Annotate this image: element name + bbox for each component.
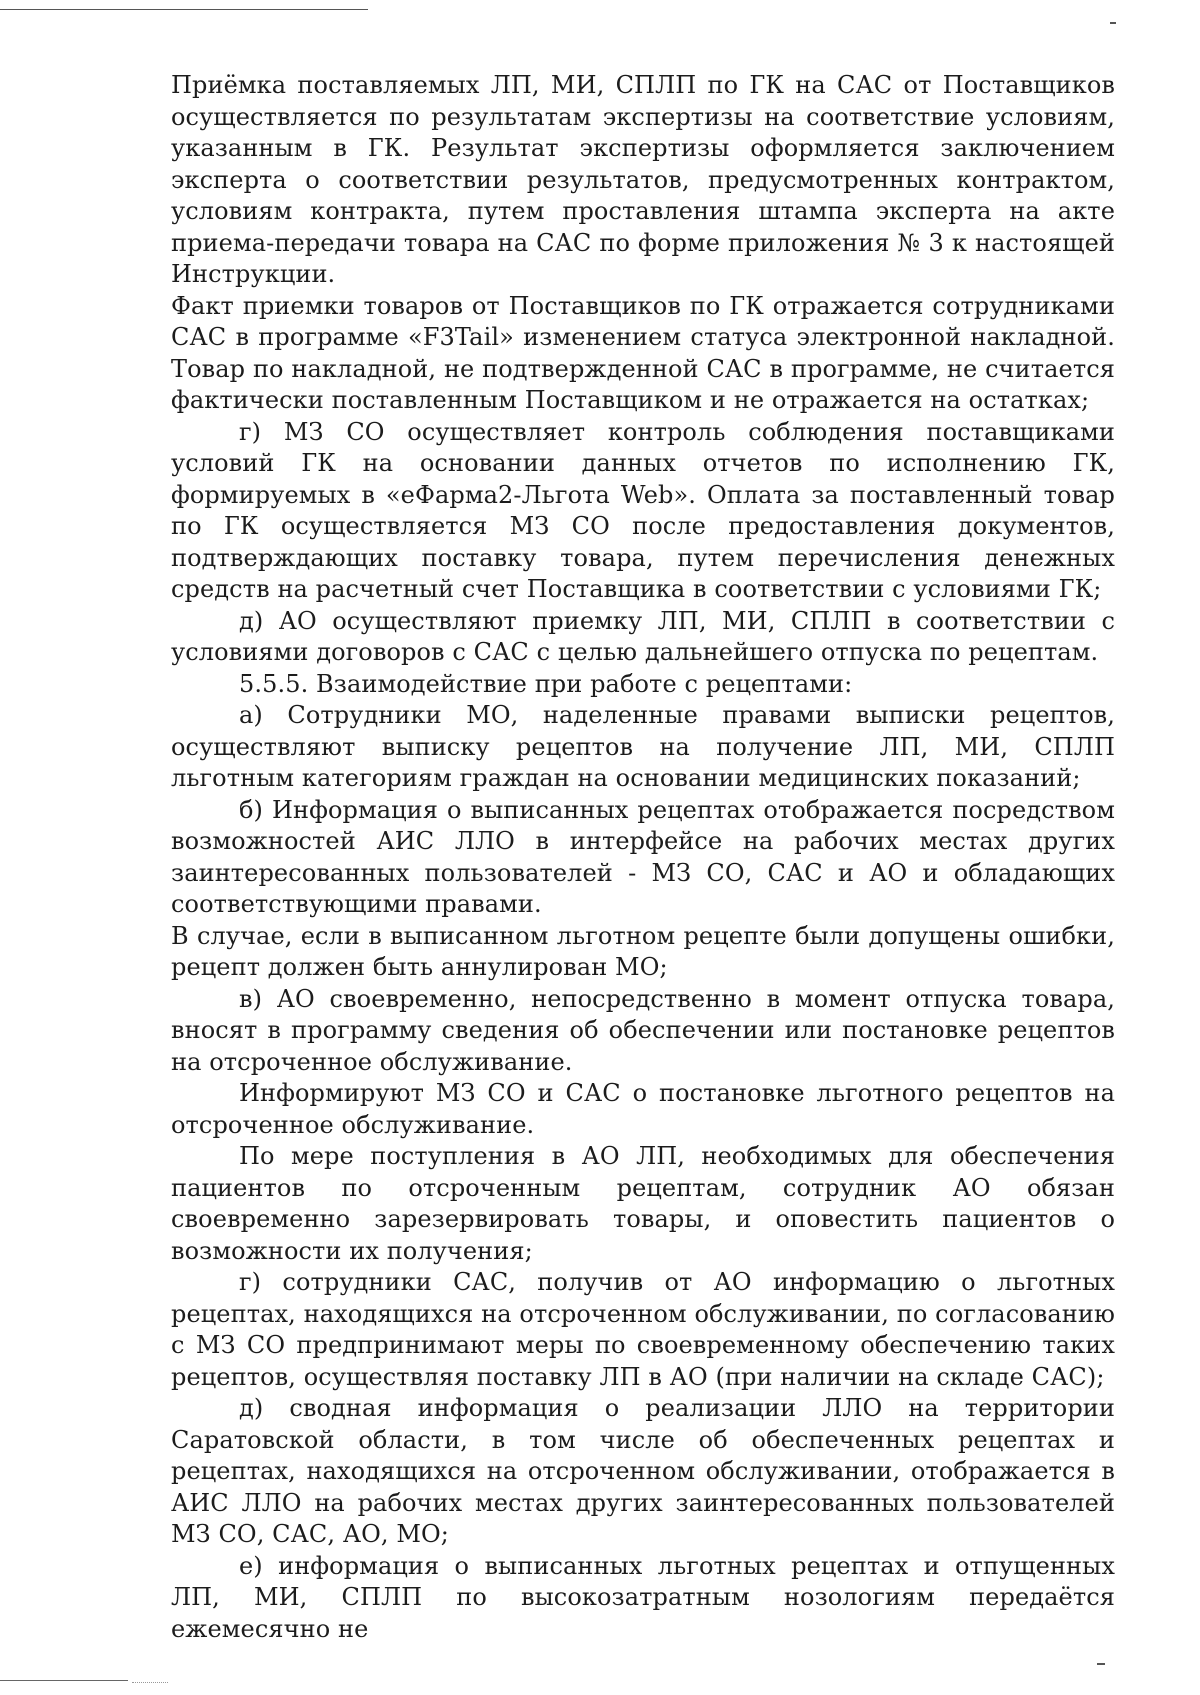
scan-bottom-rule — [0, 1680, 128, 1681]
paragraph-item-d-acceptance: д) АО осуществляют приемку ЛП, МИ, СПЛП в соответствии с условиями договоров с САС с целью дальнейшего отпуска по рецептам. — [171, 606, 1115, 666]
paragraph-item-b-display: б) Информация о выписанных рецептах отображается посредством возможностей АИС ЛЛО в интерфейсе на рабочих местах других заинтересованных пользователей - МЗ СО, САС и АО и обладающих соответствующими правами. — [171, 795, 1115, 918]
paragraph-acceptance-expertise: Приёмка поставляемых ЛП, МИ, СПЛП по ГК на САС от Поставщиков осуществляется по результатам экспертизы на соответствие условиям, указанным в ГК. Результат экспертизы оформляется заключением эксперта о соответствии результатов, предусмотренных контрактом, условиям контракта, путем проставления штампа эксперта на акте приема-передачи товара на САС по форме приложения № 3 к настоящей Инструкции. — [171, 71, 1115, 288]
paragraph-item-d-summary: д) сводная информация о реализации ЛЛО на территории Саратовской области, в том числе об обеспеченных рецептах и рецептах, находящихся на отсроченном обслуживании, отображается в АИС ЛЛО на рабочих местах других заинтересованных пользователей МЗ СО, САС, АО, МО; — [171, 1394, 1115, 1548]
paragraph-reserve-goods: По мере поступления в АО ЛП, необходимых для обеспечения пациентов по отсроченным рецептам, сотрудник АО обязан своевременно зарезервировать товары, и оповестить пациентов о возможности их получения; — [171, 1142, 1115, 1265]
paragraph-item-a-prescribing: а) Сотрудники МО, наделенные правами выписки рецептов, осуществляют выписку рецептов на получение ЛП, МИ, СПЛП льготным категориям граждан на основании медицинских показаний; — [171, 701, 1115, 792]
paragraph-item-g-control: г) МЗ СО осуществляет контроль соблюдения поставщиками условий ГК на основании данных отчетов по исполнению ГК, формируемых в «еФарма2-Льгота Web». Оплата за поставленный товар по ГК осуществляется МЗ СО после предоставления документов, подтверждающих поставку товара, путем перечисления денежных средств на расчетный счет Поставщика в соответствии с условиями ГК; — [171, 417, 1115, 603]
paragraph-item-v-dispensing: в) АО своевременно, непосредственно в момент отпуска товара, вносят в программу сведения об обеспечении или постановке рецептов на отсроченное обслуживание. — [171, 984, 1115, 1076]
paragraph-item-e-high-cost: е) информация о выписанных льготных рецептах и отпущенных ЛП, МИ, СПЛП по высокозатратным нозологиям передаётся ежемесячно не — [171, 1551, 1115, 1643]
scan-top-rule — [0, 9, 368, 10]
paragraph-annulment: В случае, если в выписанном льготном рецепте были допущены ошибки, рецепт должен быть аннулирован МО; — [171, 921, 1115, 981]
paragraph-item-g-sas-measures: г) сотрудники САС, получив от АО информацию о льготных рецептах, находящихся на отсроченном обслуживании, по согласованию с МЗ СО предпринимают меры по своевременному обеспечению таких рецептов, осуществляя поставку ЛП в АО (при наличии на складе САС); — [171, 1268, 1115, 1391]
scan-mark-top-right — [1110, 22, 1116, 24]
document-page — [171, 70, 1115, 1645]
scan-bottom-dots — [132, 1682, 168, 1683]
scan-mark-bottom-right — [1097, 1663, 1105, 1665]
section-heading-5-5-5: 5.5.5. Взаимодействие при работе с рецептами: — [239, 669, 853, 698]
paragraph-inform-deferred: Информируют МЗ СО и САС о постановке льготного рецептов на отсроченное обслуживание. — [171, 1079, 1115, 1139]
paragraph-acceptance-f3tail: Факт приемки товаров от Поставщиков по ГК отражается сотрудниками САС в программе «F3Tail» изменением статуса электронной накладной. Товар по накладной, не подтвержденной САС в программе, не считается фактически поставленным Поставщиком и не отражается на остатках; — [171, 291, 1115, 414]
